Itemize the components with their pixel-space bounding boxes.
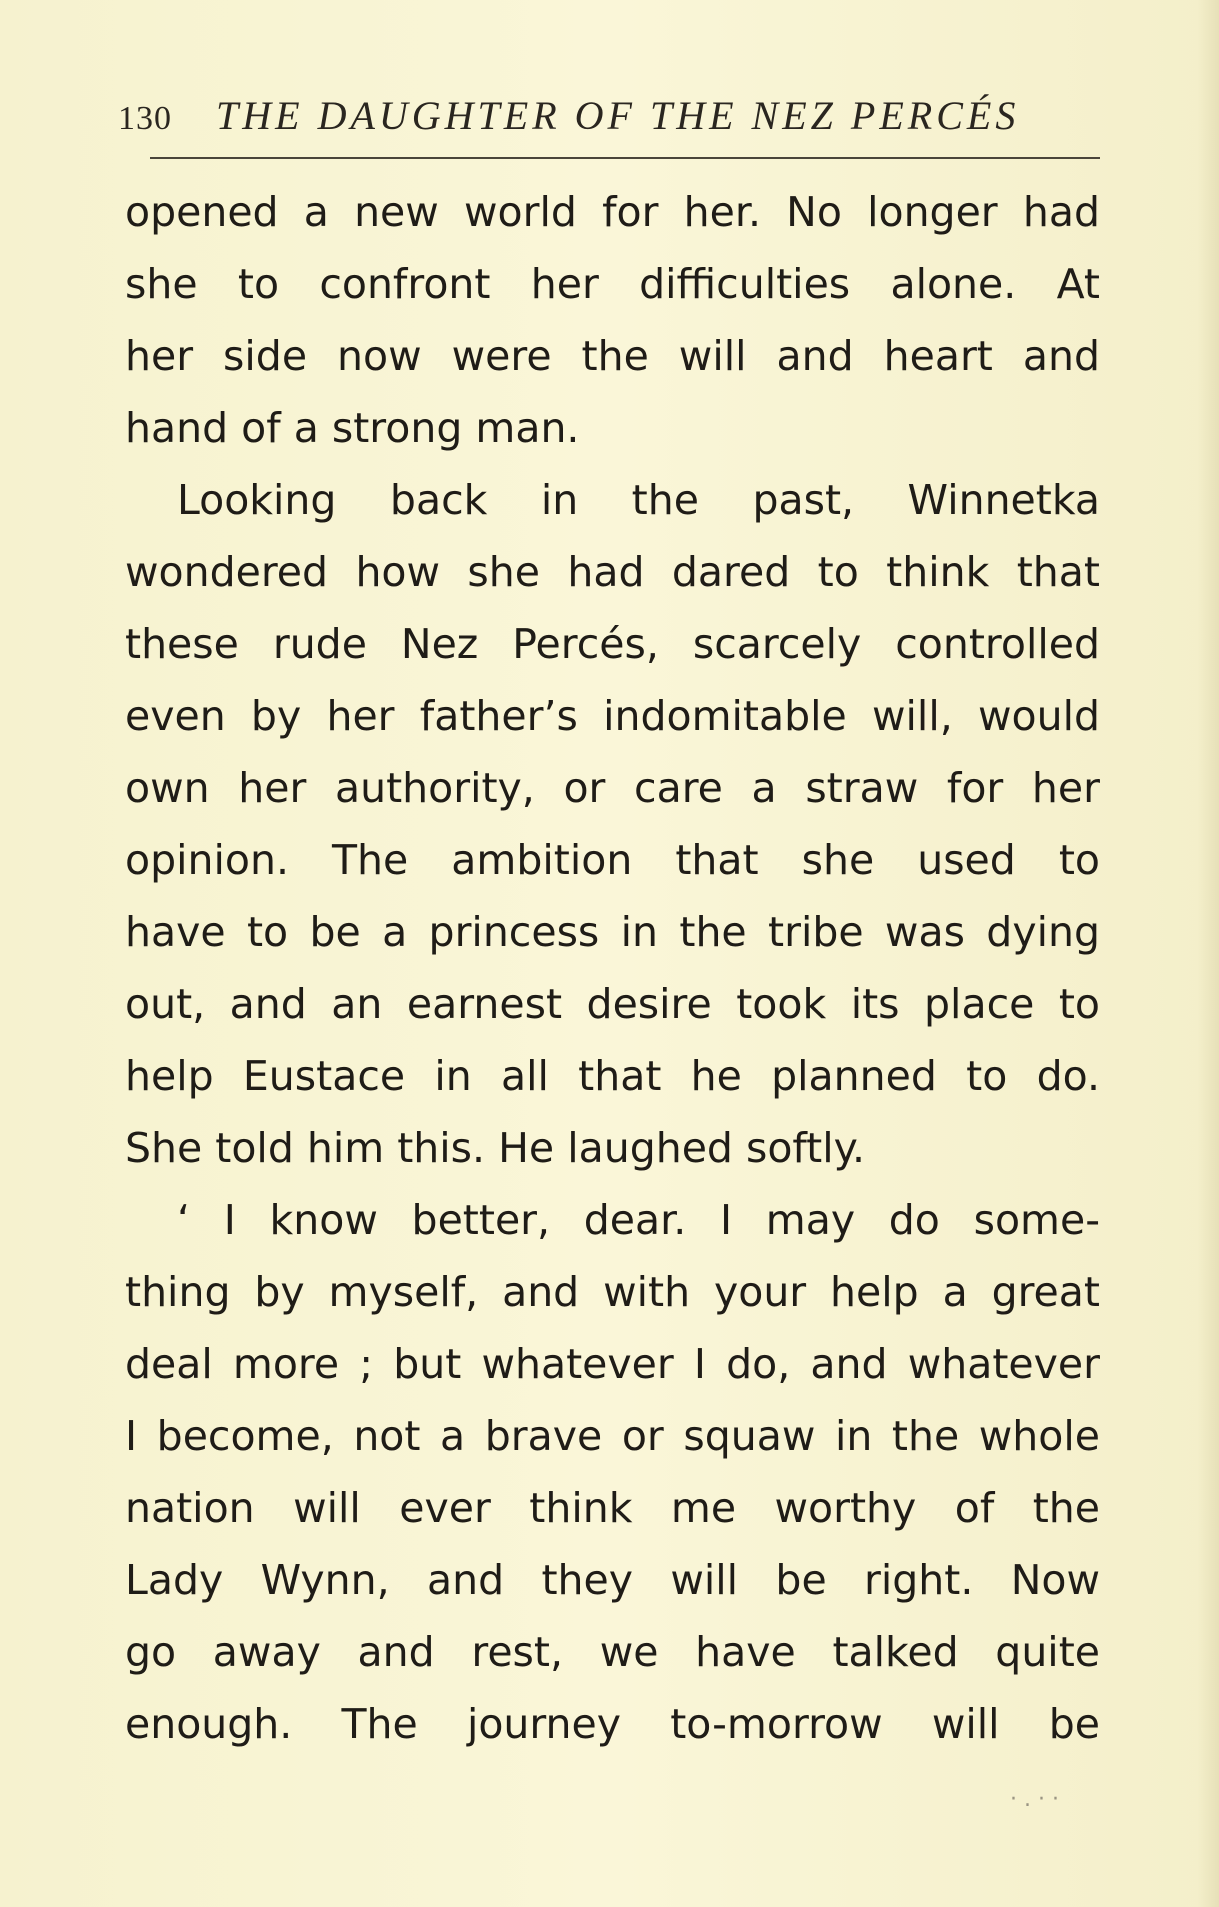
text-line: help Eustace in all that he planned to do.	[125, 1052, 1100, 1100]
page-number: 130	[118, 100, 172, 137]
ink-smudge: · . · ·	[1010, 1787, 1059, 1812]
text-line: hand of a strong man.	[125, 404, 580, 452]
text-line: She told him this. He laughed softly.	[125, 1124, 866, 1172]
text-line: go away and rest, we have talked quite	[125, 1628, 1100, 1676]
text-line: opened a new world for her. No longer had	[125, 188, 1100, 236]
text-line: these rude Nez Percés, scarcely controlled	[125, 620, 1100, 668]
text-line: even by her father’s indomitable will, would	[125, 692, 1100, 740]
body-text	[125, 176, 1100, 1760]
text-line: enough. The journey to-morrow will be	[125, 1700, 1100, 1748]
text-line: wondered how she had dared to think that	[125, 548, 1100, 596]
running-title: THE DAUGHTER OF THE NEZ PERCÉS	[216, 93, 1020, 138]
text-line: deal more ; but whatever I do, and whatever	[125, 1340, 1100, 1388]
text-line: out, and an earnest desire took its place to	[125, 980, 1100, 1028]
text-line: own her authority, or care a straw for her	[125, 764, 1100, 812]
text-line: Looking back in the past, Winnetka	[177, 476, 1100, 524]
text-line: thing by myself, and with your help a great	[125, 1268, 1100, 1316]
page-edge-shadow	[1197, 0, 1219, 1907]
text-line: she to confront her difficulties alone. At	[125, 260, 1100, 308]
header-rule	[150, 157, 1100, 159]
text-line: her side now were the will and heart and	[125, 332, 1100, 380]
text-line: have to be a princess in the tribe was dying	[125, 908, 1100, 956]
page-header	[118, 92, 1103, 152]
text-line: opinion. The ambition that she used to	[125, 836, 1100, 884]
text-line: Lady Wynn, and they will be right. Now	[125, 1556, 1100, 1604]
text-line: I become, not a brave or squaw in the whole	[125, 1412, 1100, 1460]
text-line: ‘ I know better, dear. I may do some-	[177, 1196, 1100, 1244]
text-line: nation will ever think me worthy of the	[125, 1484, 1100, 1532]
